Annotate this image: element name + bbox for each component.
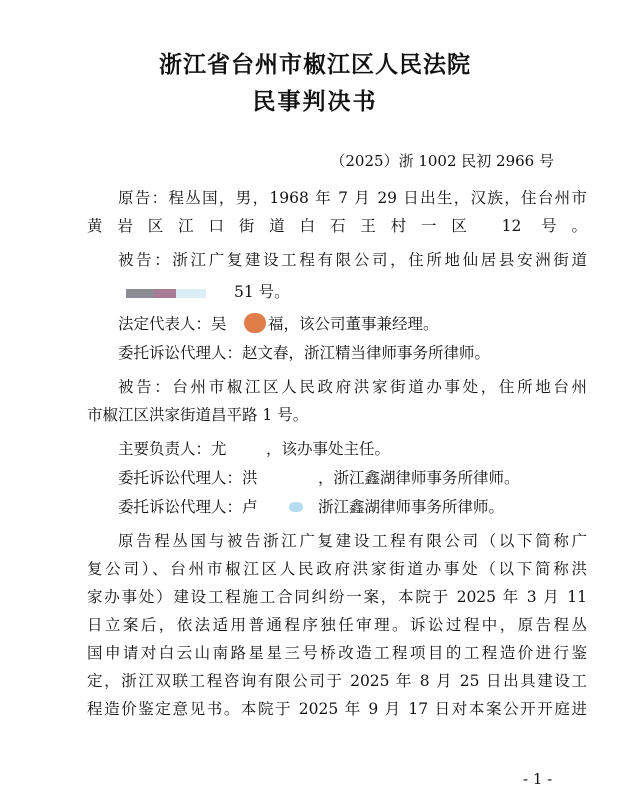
defendant1-line-2: 51 号。 [234, 283, 290, 301]
defendant1-line-1: 被告：浙江广复建设工程有限公司，住所地仙居县安洲街道 [118, 251, 587, 269]
legal-rep-label: 法定代表人：吴 [118, 315, 227, 333]
redacted-address [88, 286, 216, 300]
agent2-label: 委托诉讼代理人：洪 [118, 469, 258, 487]
body-line-3: 家办事处）建设工程施工合同纠纷一案，本院于 2025 年 3 月 11 [87, 588, 587, 606]
case-number: （2025）浙 1002 民初 2966 号 [330, 152, 554, 170]
page-number: - 1 - [523, 770, 553, 788]
agent3-rest: 浙江鑫湖律师事务所律师。 [318, 498, 505, 516]
agent2-rest: ，浙江鑫湖律师事务所律师。 [318, 469, 520, 487]
body-line-4: 日立案后，依法适用普通程序独任审理。诉讼过程中，原告程丛 [87, 616, 587, 634]
principal-label: 主要负责人：尤 [118, 440, 227, 458]
principal-rest: ，该办事处主任。 [266, 440, 391, 458]
redacted-name-mask-2 [289, 502, 303, 512]
body-line-1: 原告程丛国与被告浙江广复建设工程有限公司（以下简称广 [118, 532, 587, 550]
legal-rep-rest: 福，该公司董事兼经理。 [268, 315, 439, 333]
redacted-name-mask [244, 313, 266, 333]
body-line-7: 程造价鉴定意见书。本院于 2025 年 9 月 17 日对本案公开开庭进 [87, 700, 587, 718]
agent1-line: 委托诉讼代理人：赵文春，浙江精当律师事务所律师。 [118, 344, 491, 362]
plaintiff-line-2: 黄岩区江口街道白石王村一区 12 号。 [87, 217, 587, 235]
body-line-2: 复公司）、台州市椒江区人民政府洪家街道办事处（以下简称洪 [87, 560, 587, 578]
defendant2-line-1: 被告：台州市椒江区人民政府洪家街道办事处，住所地台州 [118, 378, 587, 396]
body-line-5: 国申请对白云山南路星星三号桥改造工程项目的工程造价进行鉴 [87, 644, 587, 662]
defendant2-line-2: 市椒江区洪家街道昌平路 1 号。 [87, 406, 309, 424]
plaintiff-line-1: 原告：程丛国，男，1968 年 7 月 29 日出生，汉族，住台州市 [118, 189, 587, 207]
body-line-6: 定，浙江双联工程咨询有限公司于 2025 年 8 月 25 日出具建设工 [87, 672, 587, 690]
agent3-label: 委托诉讼代理人：卢 [118, 498, 258, 516]
court-name: 浙江省台州市椒江区人民法院 [159, 51, 471, 78]
document-type: 民事判决书 [252, 88, 378, 115]
